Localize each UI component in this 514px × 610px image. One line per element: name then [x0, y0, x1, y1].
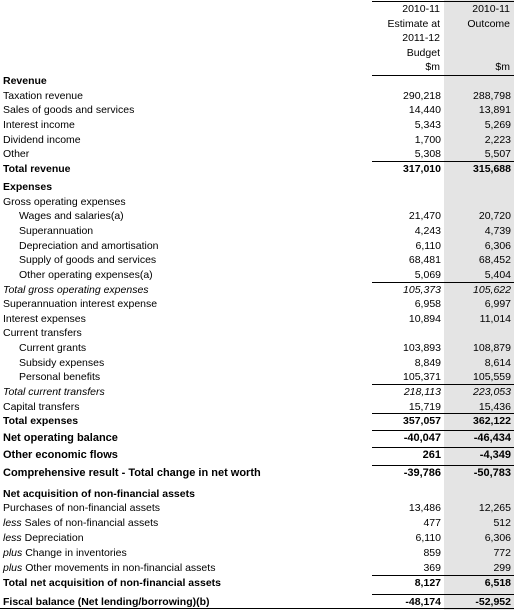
estimate-value: 105,371: [403, 371, 441, 383]
estimate-value: 6,110: [415, 532, 441, 544]
estimate-value: 103,893: [403, 342, 441, 354]
row-label-text: Capital transfers: [3, 401, 80, 413]
outcome-value: 223,053: [473, 386, 511, 398]
row-label-text: Expenses: [3, 181, 53, 193]
table-row: [0, 268, 514, 283]
row-label-text: Total net acquisition of non-financial assets: [3, 577, 221, 589]
outcome-value: 2,223: [484, 134, 511, 146]
row-label-prefix: plus: [3, 562, 23, 574]
row-label: [3, 448, 118, 463]
estimate-value: 14,440: [408, 104, 441, 116]
header-line: Estimate at: [387, 17, 440, 30]
row-label-text: Total current transfers: [3, 386, 105, 398]
table-row: [0, 312, 514, 327]
subtotal-rule: [372, 465, 514, 466]
outcome-value: 68,452: [478, 254, 511, 266]
estimate-value: 10,894: [408, 313, 441, 325]
estimate-value: 369: [423, 562, 441, 574]
outcome-value: 6,306: [484, 532, 511, 544]
row-label-text: Personal benefits: [19, 371, 101, 383]
estimate-value: 859: [423, 547, 441, 559]
estimate-value: 218,113: [403, 386, 441, 398]
outcome-value: -50,783: [473, 467, 511, 479]
table-row: [0, 448, 514, 463]
estimate-column-header: [372, 2, 440, 75]
estimate-value: 8,849: [414, 357, 441, 369]
row-label-text: Total revenue: [3, 163, 71, 175]
row-label-prefix: less: [3, 517, 22, 529]
outcome-value: 6,306: [484, 240, 511, 252]
estimate-value: 13,486: [408, 502, 441, 514]
bottom-rule: [0, 608, 514, 609]
table-row: [0, 466, 514, 481]
row-label: [3, 561, 215, 576]
table-row: [0, 195, 514, 210]
header-line: 2010-11: [402, 3, 440, 15]
row-label-text: Comprehensive result - Total change in net worth: [3, 467, 261, 479]
row-label-text: Supply of goods and services: [19, 254, 157, 266]
row-label: [19, 209, 124, 224]
row-label: [19, 370, 100, 385]
estimate-value: 1,700: [414, 134, 441, 146]
table-row: [0, 546, 514, 561]
row-label: [3, 431, 118, 446]
row-label: [3, 516, 158, 531]
outcome-value: -4,349: [479, 449, 511, 461]
table-row: [0, 576, 514, 591]
row-label-text: Interest expenses: [3, 313, 86, 325]
row-label: [19, 341, 86, 356]
table-row: [0, 561, 514, 576]
table-row: [0, 147, 514, 162]
outcome-value: 8,614: [484, 357, 511, 369]
row-label-text: Sales of non-financial assets: [24, 517, 159, 529]
row-label-text: Superannuation: [19, 225, 94, 237]
subtotal-rule: [372, 282, 514, 283]
row-label: [3, 180, 52, 195]
row-label: [3, 576, 221, 591]
row-label: [19, 253, 156, 268]
row-label-text: Sales of goods and services: [3, 104, 135, 116]
table-row: [0, 224, 514, 239]
row-label-text: Gross operating expenses: [3, 196, 126, 208]
estimate-value: 6,958: [414, 298, 441, 310]
outcome-value: -52,952: [475, 596, 511, 608]
estimate-value: -40,047: [403, 432, 441, 444]
estimate-value: 15,719: [408, 401, 441, 413]
estimate-value: 21,470: [408, 210, 441, 222]
row-label-text: Other movements in non-financial assets: [25, 562, 216, 574]
table-row: [0, 253, 514, 268]
row-label: [3, 385, 105, 400]
table-row: [0, 118, 514, 133]
estimate-value: 6,110: [415, 240, 441, 252]
row-label-text: Dividend income: [3, 134, 81, 146]
table-row: [0, 356, 514, 371]
outcome-value: 105,622: [473, 284, 511, 296]
subtotal-rule: [372, 413, 514, 414]
outcome-value: 772: [493, 547, 511, 559]
outcome-value: 6,518: [484, 577, 511, 589]
outcome-value: 5,507: [484, 148, 511, 160]
row-label: [19, 356, 104, 371]
table-row: [0, 431, 514, 446]
outcome-value: 20,720: [478, 210, 511, 222]
row-label: [3, 118, 75, 133]
row-label: [3, 283, 149, 298]
estimate-value: -39,786: [403, 467, 441, 479]
outcome-value: 13,891: [478, 104, 511, 116]
table-row: [0, 103, 514, 118]
header-line: [446, 31, 510, 46]
row-label-text: Other operating expenses(a): [19, 269, 153, 281]
outcome-value: 6,997: [484, 298, 511, 310]
table-row: [0, 89, 514, 104]
row-label: [19, 268, 153, 283]
row-label: [3, 546, 127, 561]
header-line: Outcome: [467, 17, 510, 30]
table-row: [0, 370, 514, 385]
row-label-text: Superannuation interest expense: [3, 298, 158, 310]
row-label: [3, 162, 71, 177]
row-label: [3, 297, 157, 312]
row-label-text: Current grants: [19, 342, 87, 354]
row-label: [3, 501, 160, 516]
header-line: $m: [495, 61, 510, 74]
outcome-column-header: [446, 2, 510, 75]
row-label-text: Total gross operating expenses: [3, 284, 149, 296]
outcome-value: 315,688: [473, 163, 511, 175]
estimate-value: 317,010: [403, 163, 441, 175]
outcome-value: -46,434: [473, 432, 511, 444]
estimate-value: 261: [422, 449, 441, 461]
row-label-text: Fiscal balance (Net lending/borrowing)(b): [3, 596, 210, 608]
table-row: [0, 501, 514, 516]
outcome-value: 5,404: [484, 269, 511, 281]
estimate-value: 68,481: [408, 254, 441, 266]
outcome-value: 15,436: [478, 401, 511, 413]
estimate-value: 477: [423, 517, 441, 529]
row-label: [3, 89, 83, 104]
top-rule: [372, 1, 514, 2]
row-label-text: Net acquisition of non-financial assets: [3, 488, 195, 500]
row-label: [19, 239, 159, 254]
row-label: [3, 466, 261, 481]
outcome-value: 299: [493, 562, 511, 574]
subtotal-rule: [372, 430, 514, 431]
row-label: [3, 74, 47, 89]
subtotal-rule: [372, 447, 514, 448]
row-label-text: Interest income: [3, 119, 75, 131]
row-label-text: Depreciation and amortisation: [19, 240, 159, 252]
table-row: [0, 74, 514, 89]
table-row: [0, 209, 514, 224]
header-line: [446, 46, 510, 61]
header-line: Budget: [406, 46, 440, 59]
outcome-value: 108,879: [473, 342, 511, 354]
row-label: [3, 400, 79, 415]
row-label: [3, 414, 78, 429]
row-label-text: Wages and salaries(a): [19, 210, 124, 222]
table-row: [0, 487, 514, 502]
estimate-value: 357,057: [403, 415, 441, 427]
row-label-text: Other: [3, 148, 30, 160]
row-label-prefix: less: [3, 532, 22, 544]
table-row: [0, 162, 514, 177]
subtotal-rule: [372, 161, 514, 162]
row-label-text: Other economic flows: [3, 449, 118, 461]
outcome-value: 512: [493, 517, 511, 529]
table-row: [0, 283, 514, 298]
row-label: [3, 531, 84, 546]
row-label: [3, 133, 81, 148]
header-line: $m: [425, 61, 440, 74]
subtotal-rule: [372, 575, 514, 576]
outcome-value: 4,739: [484, 225, 511, 237]
row-label: [19, 224, 93, 239]
table-row: [0, 414, 514, 429]
row-label-text: Taxation revenue: [3, 90, 83, 102]
outcome-value: 5,269: [484, 119, 511, 131]
outcome-value: 12,265: [478, 502, 511, 514]
row-label: [3, 487, 195, 502]
row-label: [3, 103, 134, 118]
table-row: [0, 385, 514, 400]
row-label-text: Current transfers: [3, 327, 82, 339]
row-label-text: Net operating balance: [3, 432, 118, 444]
row-label-prefix: plus: [3, 547, 23, 559]
row-label-text: Change in inventories: [25, 547, 127, 559]
estimate-value: 5,069: [414, 269, 441, 281]
outcome-value: 362,122: [473, 415, 511, 427]
table-row: [0, 239, 514, 254]
table-row: [0, 531, 514, 546]
table-row: [0, 341, 514, 356]
row-label: [3, 326, 82, 341]
estimate-value: 105,373: [403, 284, 441, 296]
row-label: [3, 147, 29, 162]
subtotal-rule: [372, 594, 514, 595]
outcome-value: 288,798: [473, 90, 511, 102]
table-row: [0, 180, 514, 195]
row-label-text: Depreciation: [24, 532, 84, 544]
estimate-value: 290,218: [403, 90, 441, 102]
row-label-text: Purchases of non-financial assets: [3, 502, 161, 514]
row-label: [3, 312, 86, 327]
row-label: [3, 195, 126, 210]
header-line: 2011-12: [402, 32, 440, 45]
estimate-value: -48,174: [405, 596, 441, 608]
outcome-value: 105,559: [473, 371, 511, 383]
row-label-text: Total expenses: [3, 415, 79, 427]
table-row: [0, 133, 514, 148]
table-row: [0, 516, 514, 531]
table-row: [0, 326, 514, 341]
row-label-text: Revenue: [3, 75, 47, 87]
estimate-value: 8,127: [414, 577, 441, 589]
estimate-value: 4,243: [414, 225, 441, 237]
subtotal-rule: [372, 384, 514, 385]
header-line: 2010-11: [472, 3, 510, 15]
row-label-text: Subsidy expenses: [19, 357, 105, 369]
estimate-value: 5,343: [414, 119, 441, 131]
outcome-value: 11,014: [479, 313, 511, 325]
estimate-value: 5,308: [414, 148, 441, 160]
table-row: [0, 297, 514, 312]
